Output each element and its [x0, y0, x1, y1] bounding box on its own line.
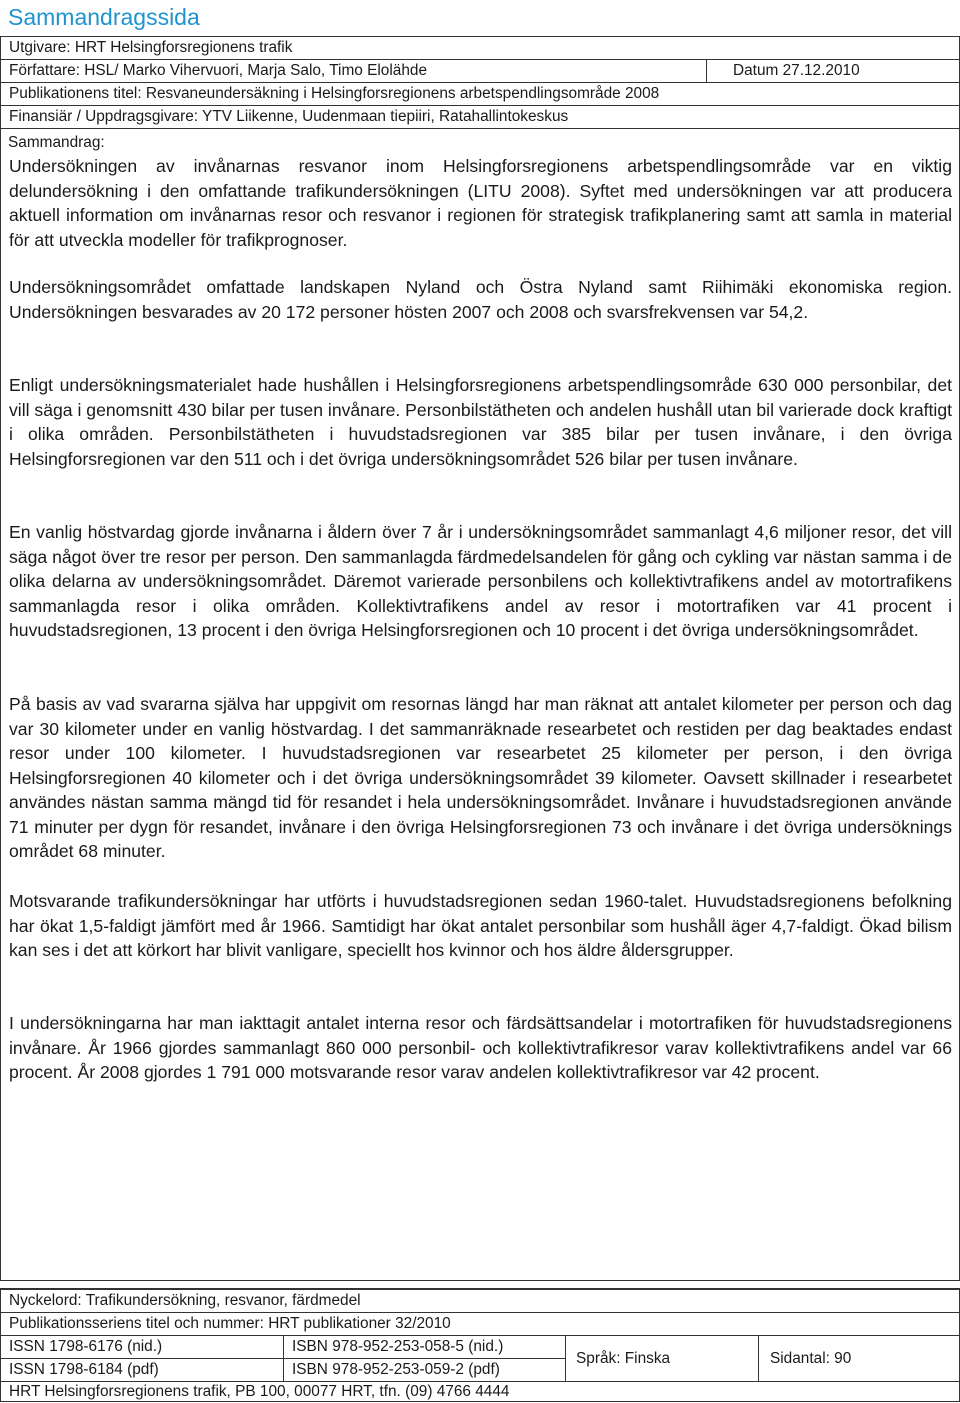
summary-paragraph: Undersökningen av invånarnas resvanor inom Helsingforsregionens arbetspendlingsområde var en viktig delundersökning i den omfattande trafikundersökningen (LITU 2008). Syftet med undersökningen var att producera aktuell information om invånarnas resor och resvanor i regionen för strategisk trafikplanering samt att samla in material för att utveckla modeller för trafikprognoser.	[9, 156, 952, 250]
summary-paragraph: En vanlig höstvardag gjorde invånarna i åldern över 7 år i undersökningsområdet sammanlagt 4,6 miljoner resor, det vill säga något över tre resor per person. Den sammanlagda färdmedelsandelen för gång och cykling var nästan samma i de olika delarna av undersökningsområdet. Däremot varierade personbilens och kollektivtrafikens andel av motortrafikens sammanlagda resor i olika områden. Kollektivtrafikens andel av resor i motortrafiken var 41 procent i huvudstadsregionen, 13 procent i den övriga Helsingforsregionen och 10 procent i det övriga undersökningsområdet.	[9, 522, 952, 640]
issn-pdf-cell	[1, 1359, 284, 1382]
date-text: Datum 27.12.2010	[706, 60, 860, 83]
isbn-pdf-text: ISBN 978-952-253-059-2 (pdf)	[292, 1361, 500, 1378]
summary-paragraph: Motsvarande trafikundersökningar har utförts i huvudstadsregionen sedan 1960-talet. Huvudstadsregionens befolkning har ökat 1,5-faldigt jämfört med år 1966. Samtidigt har ökat antalet personbilar som hushåll äger 4,7-faldigt. Ökad bilism kan ses i det att körkort har blivit vanligare, speciellt hos kvinnor och hos äldre åldersgrupper.	[9, 891, 952, 960]
issn-pdf-text: ISSN 1798-6184 (pdf)	[9, 1361, 159, 1378]
author-row	[1, 60, 959, 83]
page-count-text: Sidantal: 90	[770, 1350, 852, 1367]
isbn-pdf-cell	[284, 1359, 566, 1382]
issn-print-cell	[1, 1336, 284, 1359]
keywords-row	[1, 1290, 959, 1313]
financier-text: Finansiär / Uppdragsgivare: YTV Liikenne, Uudenmaan tiepiiri, Ratahallintokeskus	[9, 108, 569, 125]
isbn-print-cell	[284, 1336, 566, 1359]
author-text: Författare: HSL/ Marko Vihervuori, Marja Salo, Timo Elolähde	[9, 62, 428, 79]
publisher-text: Utgivare: HRT Helsingforsregionens trafik	[9, 39, 293, 56]
contact-row	[1, 1382, 959, 1402]
language-text: Språk: Finska	[576, 1350, 671, 1367]
summary-paragraph: På basis av vad svararna själva har uppgivit om resornas längd har man räknat att antalet kilometer per person och dag var 30 kilometer under en vanlig höstvardag. I det sammanräknade researbetet och restiden per dag beaktades endast resor under 100 kilometer. I huvudstadsregionen var researbetet 25 kilometer per person, i den övriga Helsingforsregionen 40 kilometer och i det övriga undersökningsområdet 39 kilometer. Oavsett skillnader i researbetet användes nästan samma mängd tid för resandet i hela undersökningsområdet. Invånare i huvudstadsregionen använde 71 minuter per dygn för resandet, invånare i den övriga Helsingforsregionen 73 och invånare i det övriga undersöknings området 68 minuter.	[9, 694, 952, 861]
page-count-cell	[759, 1336, 959, 1382]
isbn-print-text: ISBN 978-952-253-058-5 (nid.)	[292, 1338, 504, 1355]
summary-paragraph: I undersökningarna har man iakttagit antalet interna resor och färdsättsandelar i motortrafiken för huvudstadsregionens invånare. År 1966 gjordes sammanlagt 860 000 personbil- och kollektivtrafikresor varav kollektivtrafikens andel var 66 procent. År 2008 gjordes 1 791 000 motsvarande resor varav andelen kollektivtrafikresor var 42 procent.	[9, 1013, 952, 1082]
summary-paragraph: Enligt undersökningsmaterialet hade hushållen i Helsingforsregionens arbetspendlingsområde 630 000 personbilar, det vill säga i genomsnitt 430 bilar per tusen invånare. Personbilstätheten och andelen hushåll utan bil varierade dock kraftigt i olika områden. Personbilstätheten i huvudstadsregionen var 385 bilar per tusen invånare, i den övriga Helsingforsregionen var den 511 och i det övriga undersökningsområdet 526 bilar per tusen invånare.	[9, 375, 952, 469]
page-title: Sammandragssida	[8, 4, 200, 30]
financier-row	[1, 106, 959, 129]
summary-paragraph: Undersökningsområdet omfattade landskapen Nyland och Östra Nyland samt Riihimäki ekonomiska region. Undersökningen besvarades av 20 172 personer hösten 2007 och 2008 och svarsfrekvensen var 54,2.	[9, 277, 952, 322]
publication-title-row	[1, 83, 959, 106]
series-text: Publikationsseriens titel och nummer: HRT publikationer 32/2010	[9, 1315, 451, 1332]
summary-label: Sammandrag:	[8, 134, 105, 151]
issn-print-text: ISSN 1798-6176 (nid.)	[9, 1338, 163, 1355]
language-cell	[566, 1336, 759, 1382]
contact-text: HRT Helsingforsregionens trafik, PB 100, 00077 HRT, tfn. (09) 4766 4444	[9, 1383, 510, 1400]
keywords-text: Nyckelord: Trafikundersökning, resvanor, färdmedel	[9, 1292, 361, 1309]
publication-title-text: Publikationens titel: Resvaneundersäkning i Helsingforsregionens arbetspendlingsområde 2008	[9, 85, 660, 102]
publisher-row	[1, 37, 959, 60]
series-row	[1, 1313, 959, 1336]
metadata-table	[0, 1288, 960, 1402]
